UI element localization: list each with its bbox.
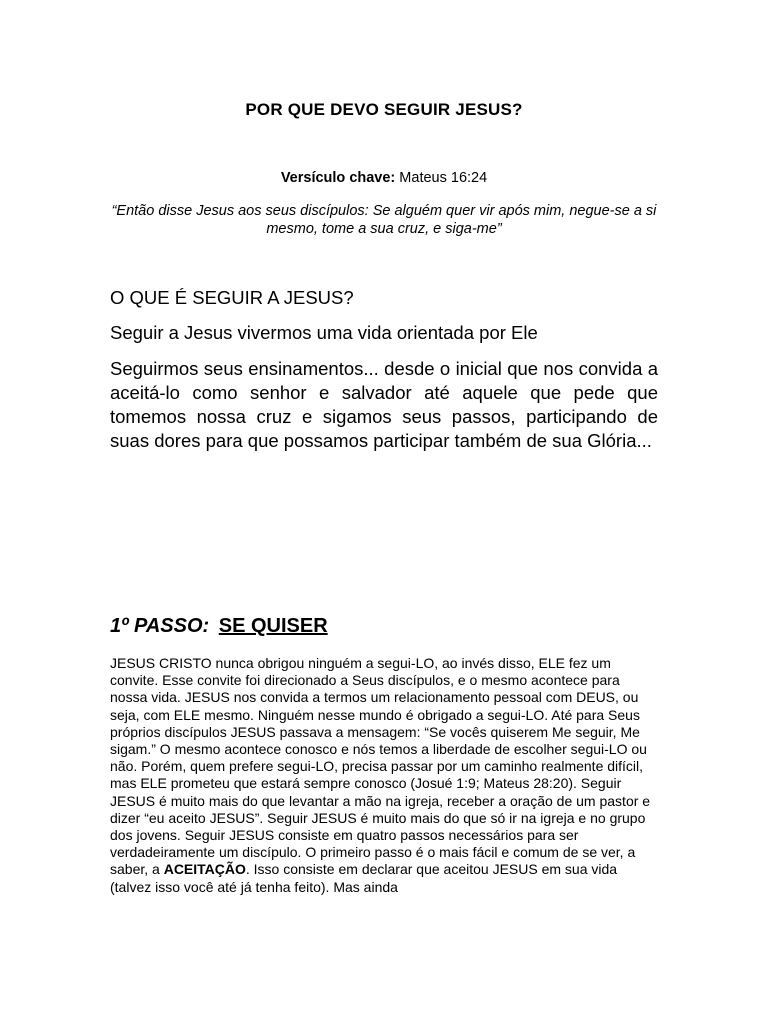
section-answer-paragraph: Seguirmos seus ensinamentos... desde o inicial que nos convida a aceitá-lo como senhor e salvador até aquele que pede que tomemos nossa cruz e sigamos seus passos, participando de suas dores para que possamos participar também de sua Glória... (110, 358, 658, 451)
step-heading (110, 615, 328, 638)
step-body-text: JESUS CRISTO nunca obrigou ninguém a segui-LO, ao invés disso, ELE fez um convite. Esse convite foi direcionado a Seus discípulos, e o mesmo acontece para nossa vida. JESUS nos convida a termos um relacionamento pessoal com DEUS, ou seja, com ELE mesmo. Ninguém nesse mundo é obrigado a segui-LO. Até para Seus próprios discípulos JESUS passava a mensagem: “Se vocês quiserem Me seguir, Me sigam.” O mesmo acontece conosco e nós temos a liberdade de escolher segui-LO ou não. Porém, quem prefere segui-LO, precisa passar por um caminho realmente difícil, mas ELE prometeu que estará sempre conosco (Josué 1:9; Mateus 28:20). Seguir JESUS é muito mais do que levantar a mão na igreja, receber a oração de um pastor e dizer “eu aceito JESUS”. Seguir JESUS é muito mais do que só ir na igreja e no grupo dos jovens. Seguir JESUS consiste em quatro passos necessários para ser verdadeiramente um discípulo. O primeiro passo é o mais fácil e comum de se ver, a saber, a (110, 655, 651, 878)
page-title: POR QUE DEVO SEGUIR JESUS? (245, 100, 523, 119)
section-answer-line: Seguir a Jesus vivermos uma vida orientada por Ele (110, 322, 538, 343)
section-question-heading: O QUE É SEGUIR A JESUS? (110, 287, 354, 308)
key-verse-reference: Mateus 16:24 (399, 170, 488, 186)
step-title: SE QUISER (218, 615, 328, 637)
step-number: 1º PASSO: (110, 615, 210, 637)
verse-quote: “Então disse Jesus aos seus discípulos: Se alguém quer vir após mim, negue-se a si mesmo, tome a sua cruz, e siga-me” (111, 203, 657, 237)
key-verse-label: Versículo chave: (280, 170, 396, 186)
step-body-emphasis: ACEITAÇÃO (163, 861, 246, 878)
step-body (110, 655, 658, 896)
step-body-text-continued: . Isso consiste em declarar que aceitou JESUS em sua vida (talvez isso você até já tenha feito). Mas ainda (110, 861, 618, 895)
key-verse (0, 170, 768, 186)
